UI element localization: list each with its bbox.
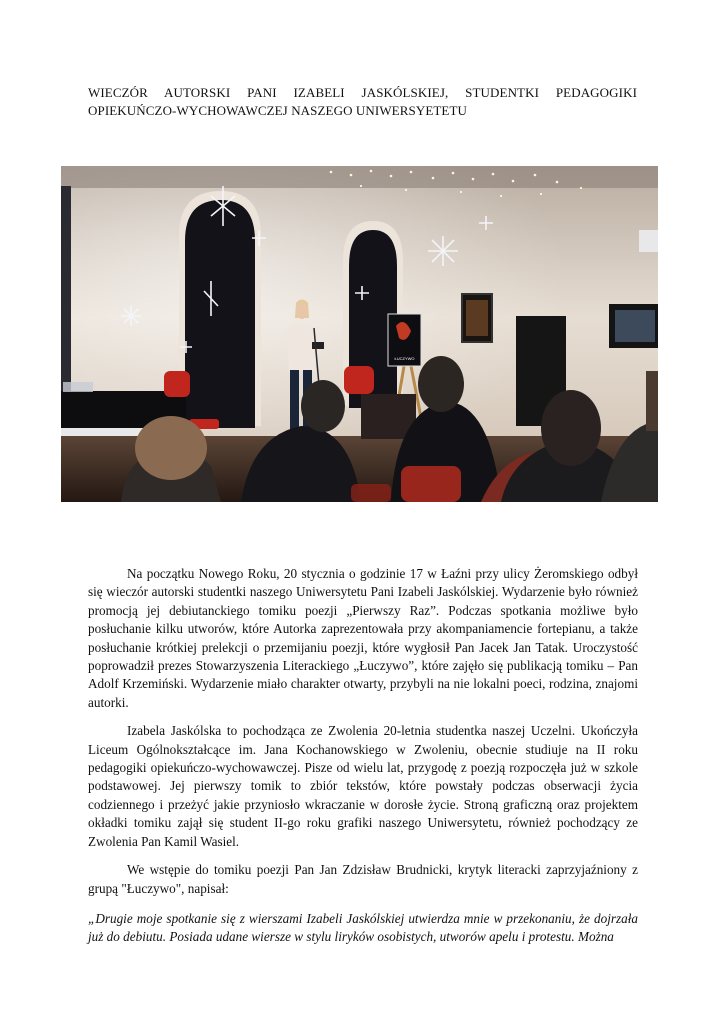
poster-text: ŁUCZYWO bbox=[394, 356, 415, 361]
document-title bbox=[88, 84, 637, 120]
title-line-1: WIECZÓR AUTORSKI PANI IZABELI JASKÓLSKIEJ, STUDENTKI PEDAGOGIKI bbox=[88, 85, 637, 100]
paragraph-3: We wstępie do tomiku poezji Pan Jan Zdzisław Brudnicki, krytyk literacki zaprzyjaźniony z grupą "Łuczywo", napisał: bbox=[88, 862, 638, 896]
paragraph-2: Izabela Jaskólska to pochodząca ze Zwolenia 20-letnia studentka naszej Uczelni. Ukończyła Liceum Ogólnokształcące im. Jana Kochanowskiego w Zwoleniu, obecnie studiuje na II roku pedagogiki opiekuńczo-wychowawczej. Pisze od wielu lat, przygodę z poezją rozpoczęła już w szkole podstawowej. Jej pierwszy tomik to zbiór tekstów, które powstały podczas obserwacji życia codziennego i przeżyć jakie przyniosło wkraczanie w dorosłe życie. Stroną graficzną oraz projektem okładki tomiku zajął się student II-go roku grafiki naszego Uniwersytetu, również pochodzący ze Zwolenia Pan Kamil Wasiel. bbox=[88, 723, 638, 849]
article-body bbox=[88, 565, 638, 957]
event-photo bbox=[61, 166, 658, 502]
title-line-2: OPIEKUŃCZO-WYCHOWAWCZEJ NASZEGO UNIWERSYETETU bbox=[88, 103, 467, 118]
quote-paragraph: „Drugie moje spotkanie się z wierszami Izabeli Jaskólskiej utwierdza mnie w przekonaniu, że dojrzała już do debiutu. Posiada udane wiersze w stylu liryków osobistych, utworów apelu i protestu. Można bbox=[88, 910, 638, 945]
curtain-left bbox=[185, 200, 255, 428]
paragraph-1: Na początku Nowego Roku, 20 stycznia o godzinie 17 w Łaźni przy ulicy Żeromskiego odbył się wieczór autorski studentki naszego Uniwersytetu Pani Izabeli Jaskólskiej. Wydarzenie było również promocją jej debiutanckiego tomiku poezji „Pierwszy Raz”. Podczas spotkania możliwe było posłuchanie kilku utworów, które Autorka zaprezentowała przy akompaniamencie fortepianu, a także posłuchanie krótkiej prelekcji o przemijaniu poezji, które wygłosił Pan Jacek Jan Tatak. Uroczystość poprowadził prezes Stowarzyszenia Literackiego „Łuczywo”, które zajęło się publikacją tomiku – Pan Adolf Krzemiński. Wydarzenie miało charakter otwarty, przybyli na nie lokalni poeci, rodzina, znajomi autorki. bbox=[88, 566, 638, 710]
